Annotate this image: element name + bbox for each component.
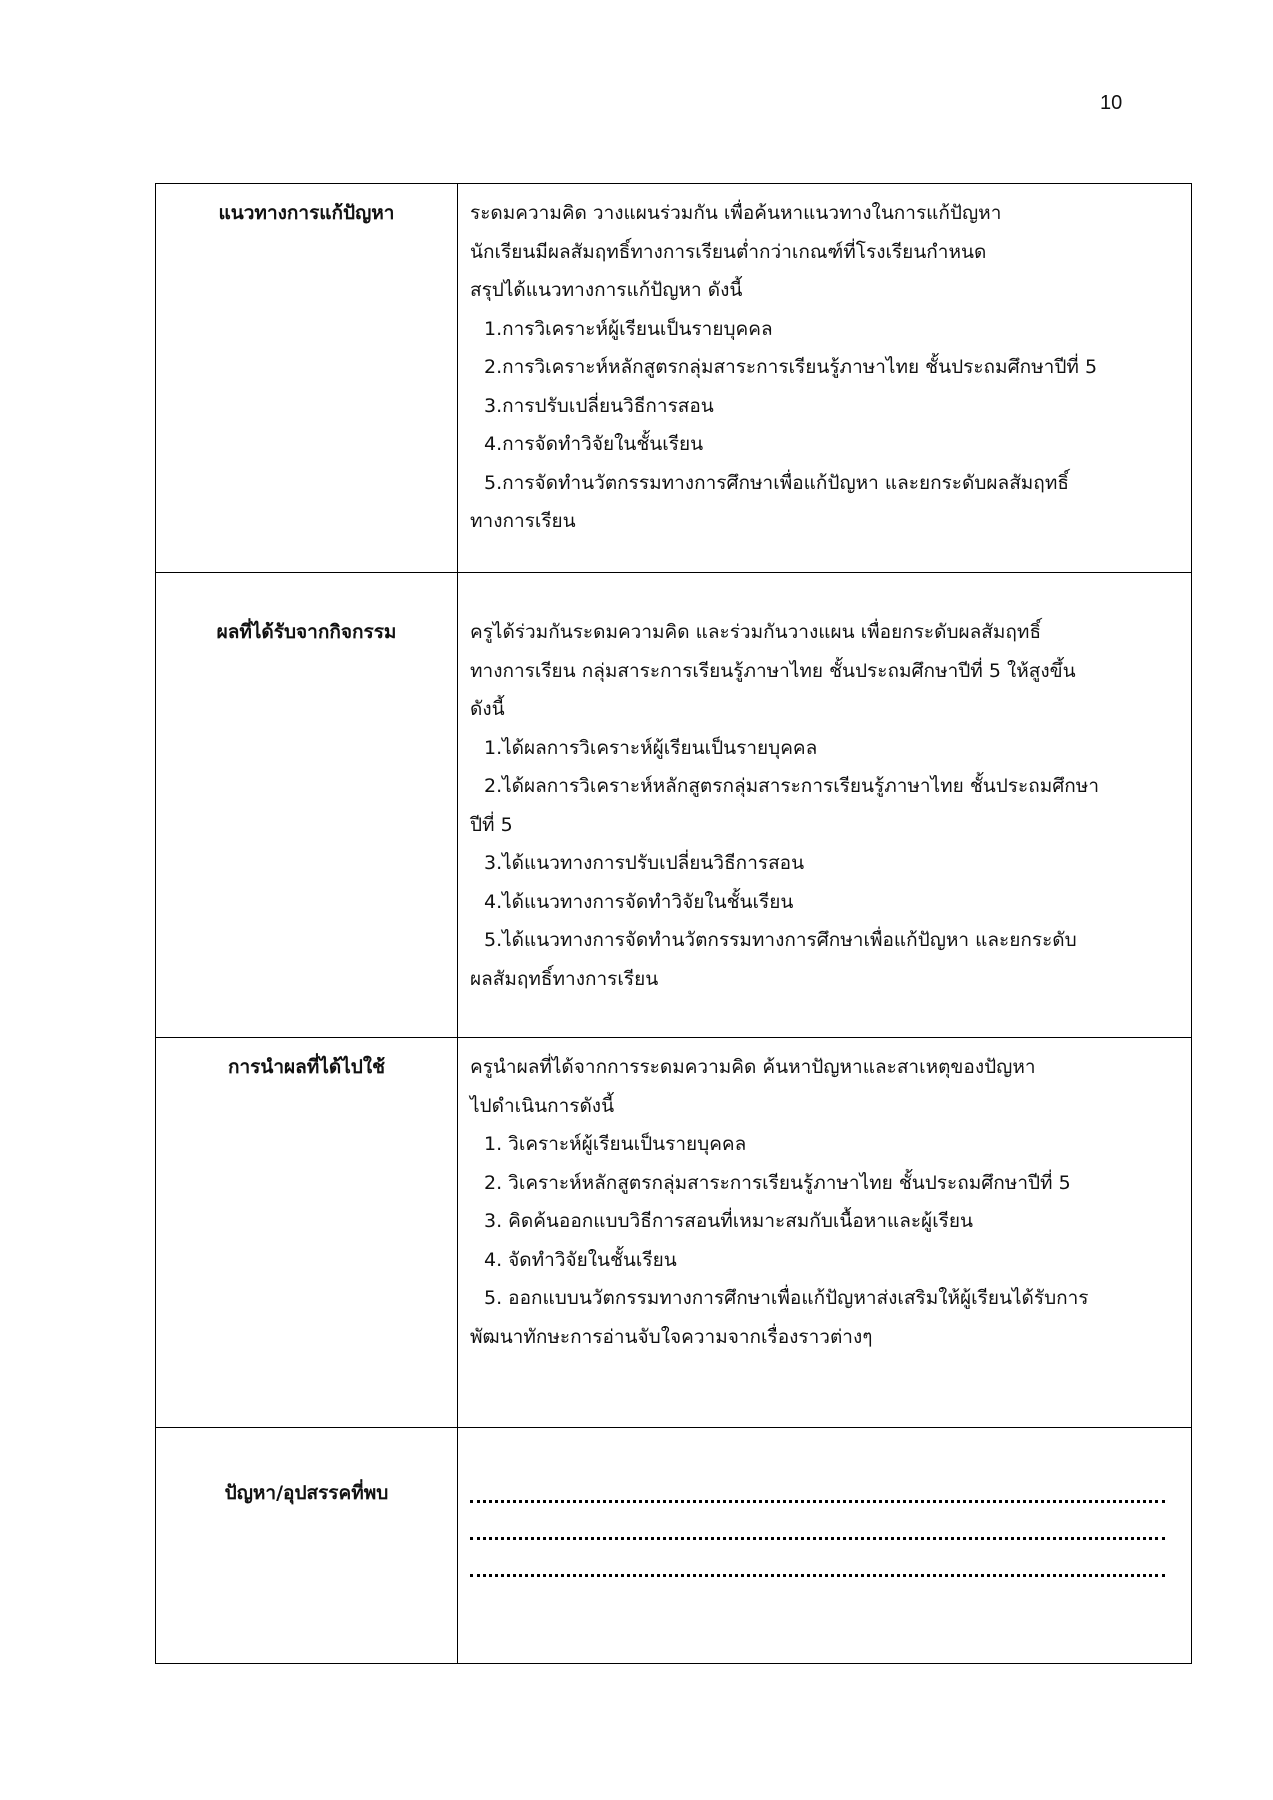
- intro-line: ดังนี้: [470, 698, 505, 720]
- row-label-problems-obstacles: ปัญหา/อุปสรรคที่พบ: [224, 1482, 389, 1504]
- list-item-continuation: ทางการเรียน: [470, 510, 576, 532]
- intro-line: นักเรียนมีผลสัมฤทธิ์ทางการเรียนต่ำกว่าเกณฑ์ที่โรงเรียนกำหนด: [470, 240, 987, 263]
- list-item: 5. ออกแบบนวัตกรรมทางการศึกษาเพื่อแก้ปัญหาส่งเสริมให้ผู้เรียนได้รับการ: [484, 1287, 1089, 1309]
- row-content-applying-results: [458, 1038, 1191, 1356]
- list-item: 2. วิเคราะห์หลักสูตรกลุ่มสาระการเรียนรู้ภาษาไทย ชั้นประถมศึกษาปีที่ 5: [484, 1171, 1071, 1194]
- list-item: 1.ได้ผลการวิเคราะห์ผู้เรียนเป็นรายบุคคล: [484, 736, 818, 759]
- intro-line: ครูนำผลที่ได้จากการระดมความคิด ค้นหาปัญหาและสาเหตุของปัญหา: [470, 1056, 1036, 1078]
- page-number: 10: [1100, 92, 1123, 114]
- table-row-activity-results: [156, 573, 1192, 1038]
- intro-line: ทางการเรียน กลุ่มสาระการเรียนรู้ภาษาไทย ชั้นประถมศึกษาปีที่ 5 ให้สูงขึ้น: [470, 659, 1076, 682]
- table-row-solution-approach: [156, 184, 1192, 573]
- list-item: 4.การจัดทำวิจัยในชั้นเรียน: [484, 433, 704, 455]
- list-item: 3.การปรับเปลี่ยนวิธีการสอน: [484, 394, 714, 417]
- intro-line: สรุปได้แนวทางการแก้ปัญหา ดังนี้: [470, 279, 743, 301]
- intro-line: ระดมความคิด วางแผนร่วมกัน เพื่อค้นหาแนวทางในการแก้ปัญหา: [470, 202, 1002, 224]
- row-content-solution-approach: [458, 184, 1191, 541]
- row-content-activity-results: [458, 613, 1191, 998]
- list-item: 3.ได้แนวทางการปรับเปลี่ยนวิธีการสอน: [484, 852, 805, 874]
- blank-fill-line[interactable]: [470, 1466, 1165, 1503]
- list-item-continuation: พัฒนาทักษะการอ่านจับใจความจากเรื่องราวต่างๆ: [470, 1325, 873, 1348]
- list-item: 3. คิดค้นออกแบบวิธีการสอนที่เหมาะสมกับเนื้อหาและผู้เรียน: [484, 1210, 974, 1232]
- blank-fill-line[interactable]: [470, 1503, 1165, 1540]
- row-label-activity-results: ผลที่ได้รับจากกิจกรรม: [216, 621, 397, 643]
- list-item: 2.การวิเคราะห์หลักสูตรกลุ่มสาระการเรียนรู้ภาษาไทย ชั้นประถมศึกษาปีที่ 5: [484, 356, 1098, 378]
- table-row-problems-obstacles: [156, 1428, 1192, 1664]
- row-label-solution-approach: แนวทางการแก้ปัญหา: [218, 202, 395, 224]
- list-item: 1. วิเคราะห์ผู้เรียนเป็นรายบุคคล: [484, 1133, 747, 1155]
- list-item: 4.ได้แนวทางการจัดทำวิจัยในชั้นเรียน: [484, 890, 794, 913]
- row-label-applying-results: การนำผลที่ได้ไปใช้: [227, 1056, 386, 1078]
- table-row-applying-results: [156, 1038, 1192, 1428]
- list-item-continuation: ปีที่ 5: [470, 813, 513, 836]
- intro-line: ไปดำเนินการดังนี้: [470, 1094, 615, 1117]
- row-content-problems-obstacles: [458, 1428, 1191, 1577]
- list-item-continuation: ผลสัมฤทธิ์ทางการเรียน: [470, 967, 659, 990]
- list-item: 1.การวิเคราะห์ผู้เรียนเป็นรายบุคคล: [484, 317, 773, 340]
- list-item: 2.ได้ผลการวิเคราะห์หลักสูตรกลุ่มสาระการเรียนรู้ภาษาไทย ชั้นประถมศึกษา: [484, 775, 1099, 797]
- blank-fill-line[interactable]: [470, 1540, 1165, 1577]
- list-item: 5.ได้แนวทางการจัดทำนวัตกรรมทางการศึกษาเพื่อแก้ปัญหา และยกระดับ: [484, 929, 1077, 951]
- list-item: 4. จัดทำวิจัยในชั้นเรียน: [484, 1248, 677, 1271]
- list-item: 5.การจัดทำนวัตกรรมทางการศึกษาเพื่อแก้ปัญหา และยกระดับผลสัมฤทธิ์: [484, 471, 1069, 494]
- intro-line: ครูได้ร่วมกันระดมความคิด และร่วมกันวางแผน เพื่อยกระดับผลสัมฤทธิ์: [470, 621, 1042, 643]
- activity-report-table: [155, 183, 1192, 1664]
